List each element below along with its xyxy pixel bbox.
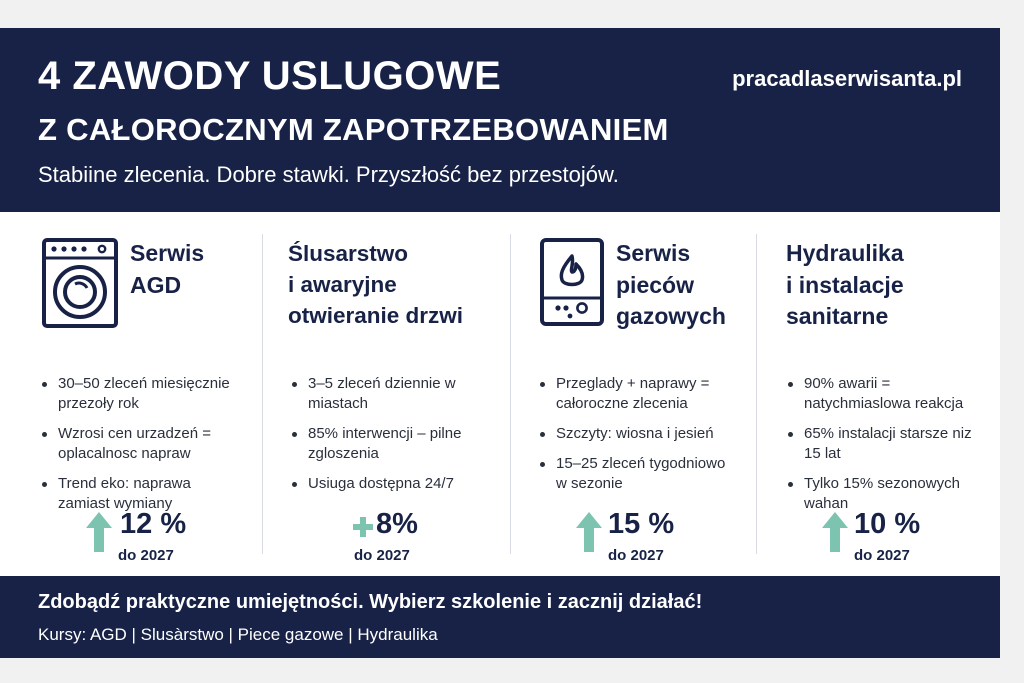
list-item: 15–25 zleceń tygodniowo w sezonie: [536, 454, 736, 494]
page-title: 4 ZAWODY USLUGOWE: [38, 54, 502, 98]
website-link[interactable]: pracadlaserwisanta.pl: [732, 66, 962, 91]
list-item: Tylko 15% sezonowych wahan: [784, 474, 984, 514]
profession-card-locksmith: [250, 212, 498, 576]
profession-bullets: [38, 374, 238, 524]
list-item: 65% instalacji starsze niz 15 lat: [784, 424, 984, 464]
profession-title: Hydraulika i instalacje sanitarne: [786, 240, 904, 330]
washing-machine-icon: [42, 238, 118, 328]
growth-period: do 2027: [118, 547, 174, 564]
infographic-card: [0, 28, 1000, 658]
profession-card-plumbing: [746, 212, 994, 576]
call-to-action: Zdobądź praktyczne umiejętności. Wybierz szkolenie i zacznij działać!: [38, 591, 703, 613]
gas-furnace-icon: [540, 238, 604, 328]
growth-stat: [746, 510, 994, 566]
professions-grid: [0, 212, 1000, 576]
courses-list: Kursy: AGD | Slusàrstwo | Piece gazowe | Hydraulika: [38, 625, 438, 644]
header-banner: [0, 28, 1000, 212]
profession-bullets: [784, 374, 984, 524]
profession-title: Serwis AGD: [130, 240, 205, 298]
up-arrow-icon: [84, 510, 114, 554]
list-item: Szczyty: wiosna i jesień: [536, 424, 736, 444]
list-item: 90% awarii = natychmiaslowa reakcja: [784, 374, 984, 414]
growth-value: 12 %: [120, 508, 187, 540]
page-subtitle: Stabiine zlecenia. Dobre stawki. Przyszłość bez przestojów.: [38, 162, 619, 187]
profession-card-agd: [0, 212, 248, 576]
profession-card-gas-furnace: [498, 212, 746, 576]
growth-value: 8%: [376, 508, 418, 540]
growth-stat: [498, 510, 746, 566]
growth-value: 15 %: [608, 508, 675, 540]
up-arrow-icon: [820, 510, 850, 554]
growth-period: do 2027: [354, 547, 410, 564]
list-item: 30–50 zleceń miesięcznie przezoły rok: [38, 374, 238, 414]
list-item: 3–5 zleceń dziennie w miastach: [288, 374, 488, 414]
growth-period: do 2027: [608, 547, 664, 564]
footer-banner: [0, 576, 1000, 658]
growth-stat: [0, 510, 248, 566]
list-item: Przeglady + naprawy = całoroczne zlecenia: [536, 374, 736, 414]
page-title-line2: Z CAŁOROCZNYM ZAPOTRZEBOWANIEM: [38, 112, 669, 147]
plus-icon: [352, 516, 374, 538]
up-arrow-icon: [574, 510, 604, 554]
profession-bullets: [288, 374, 488, 504]
list-item: Wzrosi cen urzadzeń = oplacalnosc napraw: [38, 424, 238, 464]
profession-bullets: [536, 374, 736, 504]
profession-title: Serwis pieców gazowych: [616, 240, 726, 330]
growth-stat: [250, 510, 498, 566]
growth-value: 10 %: [854, 508, 921, 540]
list-item: 85% interwencji – pilne zgloszenia: [288, 424, 488, 464]
list-item: Usiuga dostępna 24/7: [288, 474, 488, 494]
profession-title: Ślusarstwo i awaryjne otwieranie drzwi: [288, 241, 464, 329]
growth-period: do 2027: [854, 547, 910, 564]
list-item: Trend eko: naprawa zamiast wymiany: [38, 474, 238, 514]
